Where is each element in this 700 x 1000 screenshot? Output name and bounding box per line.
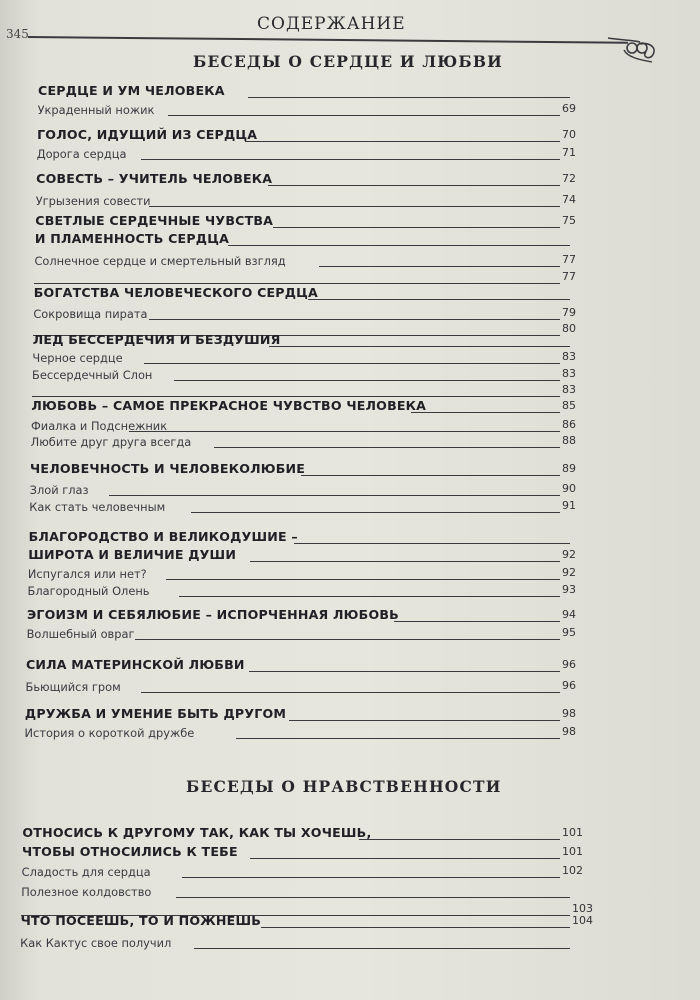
toc-leader-line	[269, 346, 570, 347]
toc-entry-title: ШИРОТА И ВЕЛИЧИЕ ДУШИ	[28, 547, 237, 563]
toc-page-number: 83	[561, 350, 576, 363]
toc-leader-line	[135, 639, 560, 640]
toc-leader-line	[261, 927, 570, 928]
toc-story-entry	[33, 306, 600, 322]
toc-page-number: 94	[561, 608, 576, 621]
toc-page-number: 101	[561, 845, 583, 858]
toc-entry-title: Солнечное сердце и смертельный взгляд	[34, 253, 286, 268]
toc-leader-line	[129, 431, 560, 432]
header-rule	[28, 36, 628, 44]
toc-entry-title: СИЛА МАТЕРИНСКОЙ ЛЮБВИ	[25, 657, 245, 673]
page-number: 345	[6, 27, 29, 41]
toc-story-entry	[34, 270, 600, 286]
toc-chapter-entry	[22, 826, 600, 842]
toc-page-number: 104	[571, 914, 593, 927]
toc-leader-line	[319, 266, 560, 267]
toc-chapter-entry	[35, 232, 600, 248]
toc-leader-line	[182, 877, 560, 878]
toc-entry-title: Испугался или нет?	[27, 566, 147, 581]
toc-leader-line	[34, 283, 560, 284]
toc-entry-title: История о короткой дружбе	[24, 725, 195, 740]
toc-story-entry	[27, 626, 600, 642]
toc-chapter-entry	[25, 707, 600, 723]
toc-chapter-entry	[31, 399, 600, 415]
toc-leader-line	[308, 299, 570, 300]
toc-leader-line	[174, 380, 560, 381]
toc-leader-line	[168, 115, 560, 116]
toc-story-entry	[31, 434, 600, 450]
toc-entry-title: ЧТОБЫ ОТНОСИЛИСЬ К ТЕБЕ	[22, 844, 238, 860]
toc-entry-title: Украденный ножик	[37, 102, 155, 117]
toc-leader-line	[245, 141, 560, 142]
toc-leader-line	[289, 720, 560, 721]
toc-story-entry	[32, 350, 600, 366]
toc-story-entry	[31, 418, 600, 434]
toc-entry-title: ОТНОСИСЬ К ДРУГОМУ ТАК, КАК ТЫ ХОЧЕШЬ,	[22, 825, 372, 841]
toc-page-number: 96	[561, 658, 576, 671]
toc-leader-line	[249, 671, 560, 672]
toc-leader-line	[166, 579, 560, 580]
page-title: СОДЕРЖАНИЕ	[257, 14, 406, 34]
toc-entry-title: ГОЛОС, ИДУЩИЙ ИЗ СЕРДЦА	[37, 127, 258, 143]
toc-story-entry	[29, 499, 600, 515]
toc-leader-line	[248, 97, 570, 98]
toc-page-number: 86	[561, 418, 576, 431]
toc-entry-title: Сокровища пирата	[33, 306, 148, 321]
toc-leader-line	[32, 396, 560, 397]
toc-page-number: 85	[561, 399, 576, 412]
toc-chapter-entry	[33, 333, 600, 349]
toc-story-entry	[38, 102, 600, 118]
toc-leader-line	[179, 596, 560, 597]
toc-story-entry	[32, 367, 600, 383]
toc-entry-title: Бьющийся гром	[25, 679, 121, 694]
toc-page-number: 77	[561, 253, 576, 266]
flourish-ornament-icon	[606, 34, 660, 68]
toc-leader-line	[109, 495, 560, 496]
toc-entry-title: Фиалка и Подснежник	[30, 418, 168, 433]
toc-leader-line	[273, 227, 560, 228]
toc-chapter-entry	[22, 845, 600, 861]
toc-page-number: 75	[561, 214, 576, 227]
toc-entry-title: ЭГОИЗМ И СЕБЯЛЮБИЕ – ИСПОРЧЕННАЯ ЛЮБОВЬ	[26, 607, 399, 623]
toc-leader-line	[144, 363, 560, 364]
toc-entry-title: Угрызения совести	[35, 193, 151, 208]
toc-story-entry	[36, 193, 600, 209]
toc-page-number: 101	[561, 826, 583, 839]
toc-leader-line	[228, 245, 570, 246]
toc-page-number: 95	[561, 626, 576, 639]
toc-leader-line	[194, 948, 570, 949]
toc-entry-title: Как Кактус свое получил	[20, 935, 172, 950]
toc-page-number: 98	[561, 707, 576, 720]
toc-entry-title: Полезное колдовство	[21, 884, 152, 899]
toc-story-entry	[20, 935, 600, 951]
toc-chapter-entry	[36, 172, 600, 188]
toc-leader-line	[301, 475, 560, 476]
toc-chapter-entry	[29, 530, 600, 546]
toc-entry-title: СЕРДЦЕ И УМ ЧЕЛОВЕКА	[38, 83, 225, 99]
toc-entry-title: СОВЕСТЬ – УЧИТЕЛЬ ЧЕЛОВЕКА	[36, 171, 273, 187]
toc-story-entry	[28, 583, 600, 599]
toc-entry-title: ЛЕД БЕССЕРДЕЧИЯ И БЕЗДУШИЯ	[32, 332, 281, 348]
toc-chapter-entry	[21, 914, 600, 930]
toc-story-entry	[28, 566, 600, 582]
toc-page-number: 71	[561, 146, 576, 159]
toc-page-number: 90	[561, 482, 576, 495]
toc-story-entry	[34, 253, 600, 269]
toc-leader-line	[411, 412, 560, 413]
toc-entry-title: Бессердечный Слон	[32, 367, 153, 382]
toc-page-number: 96	[561, 679, 576, 692]
toc-entry-title: ДРУЖБА И УМЕНИЕ БЫТЬ ДРУГОМ	[24, 706, 287, 722]
toc-story-entry	[26, 679, 600, 695]
toc-entry-title: Благородный Олень	[27, 583, 150, 598]
toc-page-number: 92	[561, 566, 576, 579]
toc-chapter-entry	[28, 548, 600, 564]
toc-entry-title: ЧТО ПОСЕЕШЬ, ТО И ПОЖНЕШЬ	[20, 913, 262, 929]
toc-leader-line	[141, 692, 560, 693]
toc-leader-line	[236, 738, 560, 739]
toc-leader-line	[250, 858, 560, 859]
toc-page-number: 83	[561, 383, 576, 396]
section-heading: БЕСЕДЫ О СЕРДЦЕ И ЛЮБВИ	[193, 52, 503, 71]
toc-chapter-entry	[26, 658, 600, 674]
toc-entry-title: СВЕТЛЫЕ СЕРДЕЧНЫЕ ЧУВСТВА	[35, 213, 274, 229]
toc-story-entry	[25, 725, 600, 741]
toc-leader-line	[294, 543, 570, 544]
toc-leader-line	[149, 319, 560, 320]
toc-chapter-entry	[37, 128, 600, 144]
toc-leader-line	[394, 621, 560, 622]
toc-story-entry	[22, 864, 600, 880]
toc-entry-title: Дорога сердца	[36, 146, 127, 161]
toc-chapter-entry	[27, 608, 600, 624]
toc-chapter-entry	[38, 84, 600, 100]
toc-page-number: 70	[561, 128, 576, 141]
toc-story-entry	[32, 383, 600, 399]
toc-entry-title: И ПЛАМЕННОСТЬ СЕРДЦА	[34, 231, 230, 247]
toc-entry-title: БОГАТСТВА ЧЕЛОВЕЧЕСКОГО СЕРДЦА	[33, 285, 318, 301]
toc-entry-title: Как стать человечным	[29, 499, 166, 514]
toc-entry-title: ЛЮБОВЬ – САМОЕ ПРЕКРАСНОЕ ЧУВСТВО ЧЕЛОВЕКА	[31, 398, 427, 414]
toc-entry-title: БЛАГОРОДСТВО И ВЕЛИКОДУШИЕ –	[28, 529, 298, 545]
toc-page-number: 92	[561, 548, 576, 561]
toc-page-number: 69	[561, 102, 576, 115]
toc-page-number: 79	[561, 306, 576, 319]
toc-story-entry	[37, 146, 600, 162]
toc-page-number: 80	[561, 322, 576, 335]
toc-page-number: 102	[561, 864, 583, 877]
toc-entry-title: ЧЕЛОВЕЧНОСТЬ И ЧЕЛОВЕКОЛЮБИЕ	[30, 461, 306, 477]
toc-leader-line	[268, 185, 560, 186]
toc-page-number: 91	[561, 499, 576, 512]
toc-chapter-entry	[34, 286, 600, 302]
toc-page-number: 89	[561, 462, 576, 475]
toc-chapter-entry	[35, 214, 600, 230]
toc-chapter-entry	[30, 462, 600, 478]
toc-page-number: 74	[561, 193, 576, 206]
toc-page-number: 72	[561, 172, 576, 185]
toc-leader-line	[359, 839, 560, 840]
toc-leader-line	[141, 159, 560, 160]
toc-page-number: 93	[561, 583, 576, 596]
toc-page-number: 103	[571, 902, 593, 915]
toc-story-entry	[30, 482, 600, 498]
toc-story-entry	[21, 884, 600, 900]
toc-entry-title: Черное сердце	[32, 350, 123, 365]
toc-leader-line	[191, 512, 560, 513]
toc-entry-title: Сладость для сердца	[21, 864, 151, 879]
toc-entry-title: Любите друг друга всегда	[30, 434, 192, 449]
toc-page-number: 98	[561, 725, 576, 738]
toc-leader-line	[176, 897, 570, 898]
toc-entry-title: Злой глаз	[29, 482, 89, 497]
toc-page-number: 88	[561, 434, 576, 447]
toc-leader-line	[214, 447, 560, 448]
toc-page-number: 77	[561, 270, 576, 283]
toc-leader-line	[250, 561, 560, 562]
section-heading: БЕСЕДЫ О НРАВСТВЕННОСТИ	[186, 777, 502, 796]
toc-leader-line	[149, 206, 560, 207]
toc-entry-title: Волшебный овраг	[26, 626, 135, 641]
toc-page-number: 83	[561, 367, 576, 380]
